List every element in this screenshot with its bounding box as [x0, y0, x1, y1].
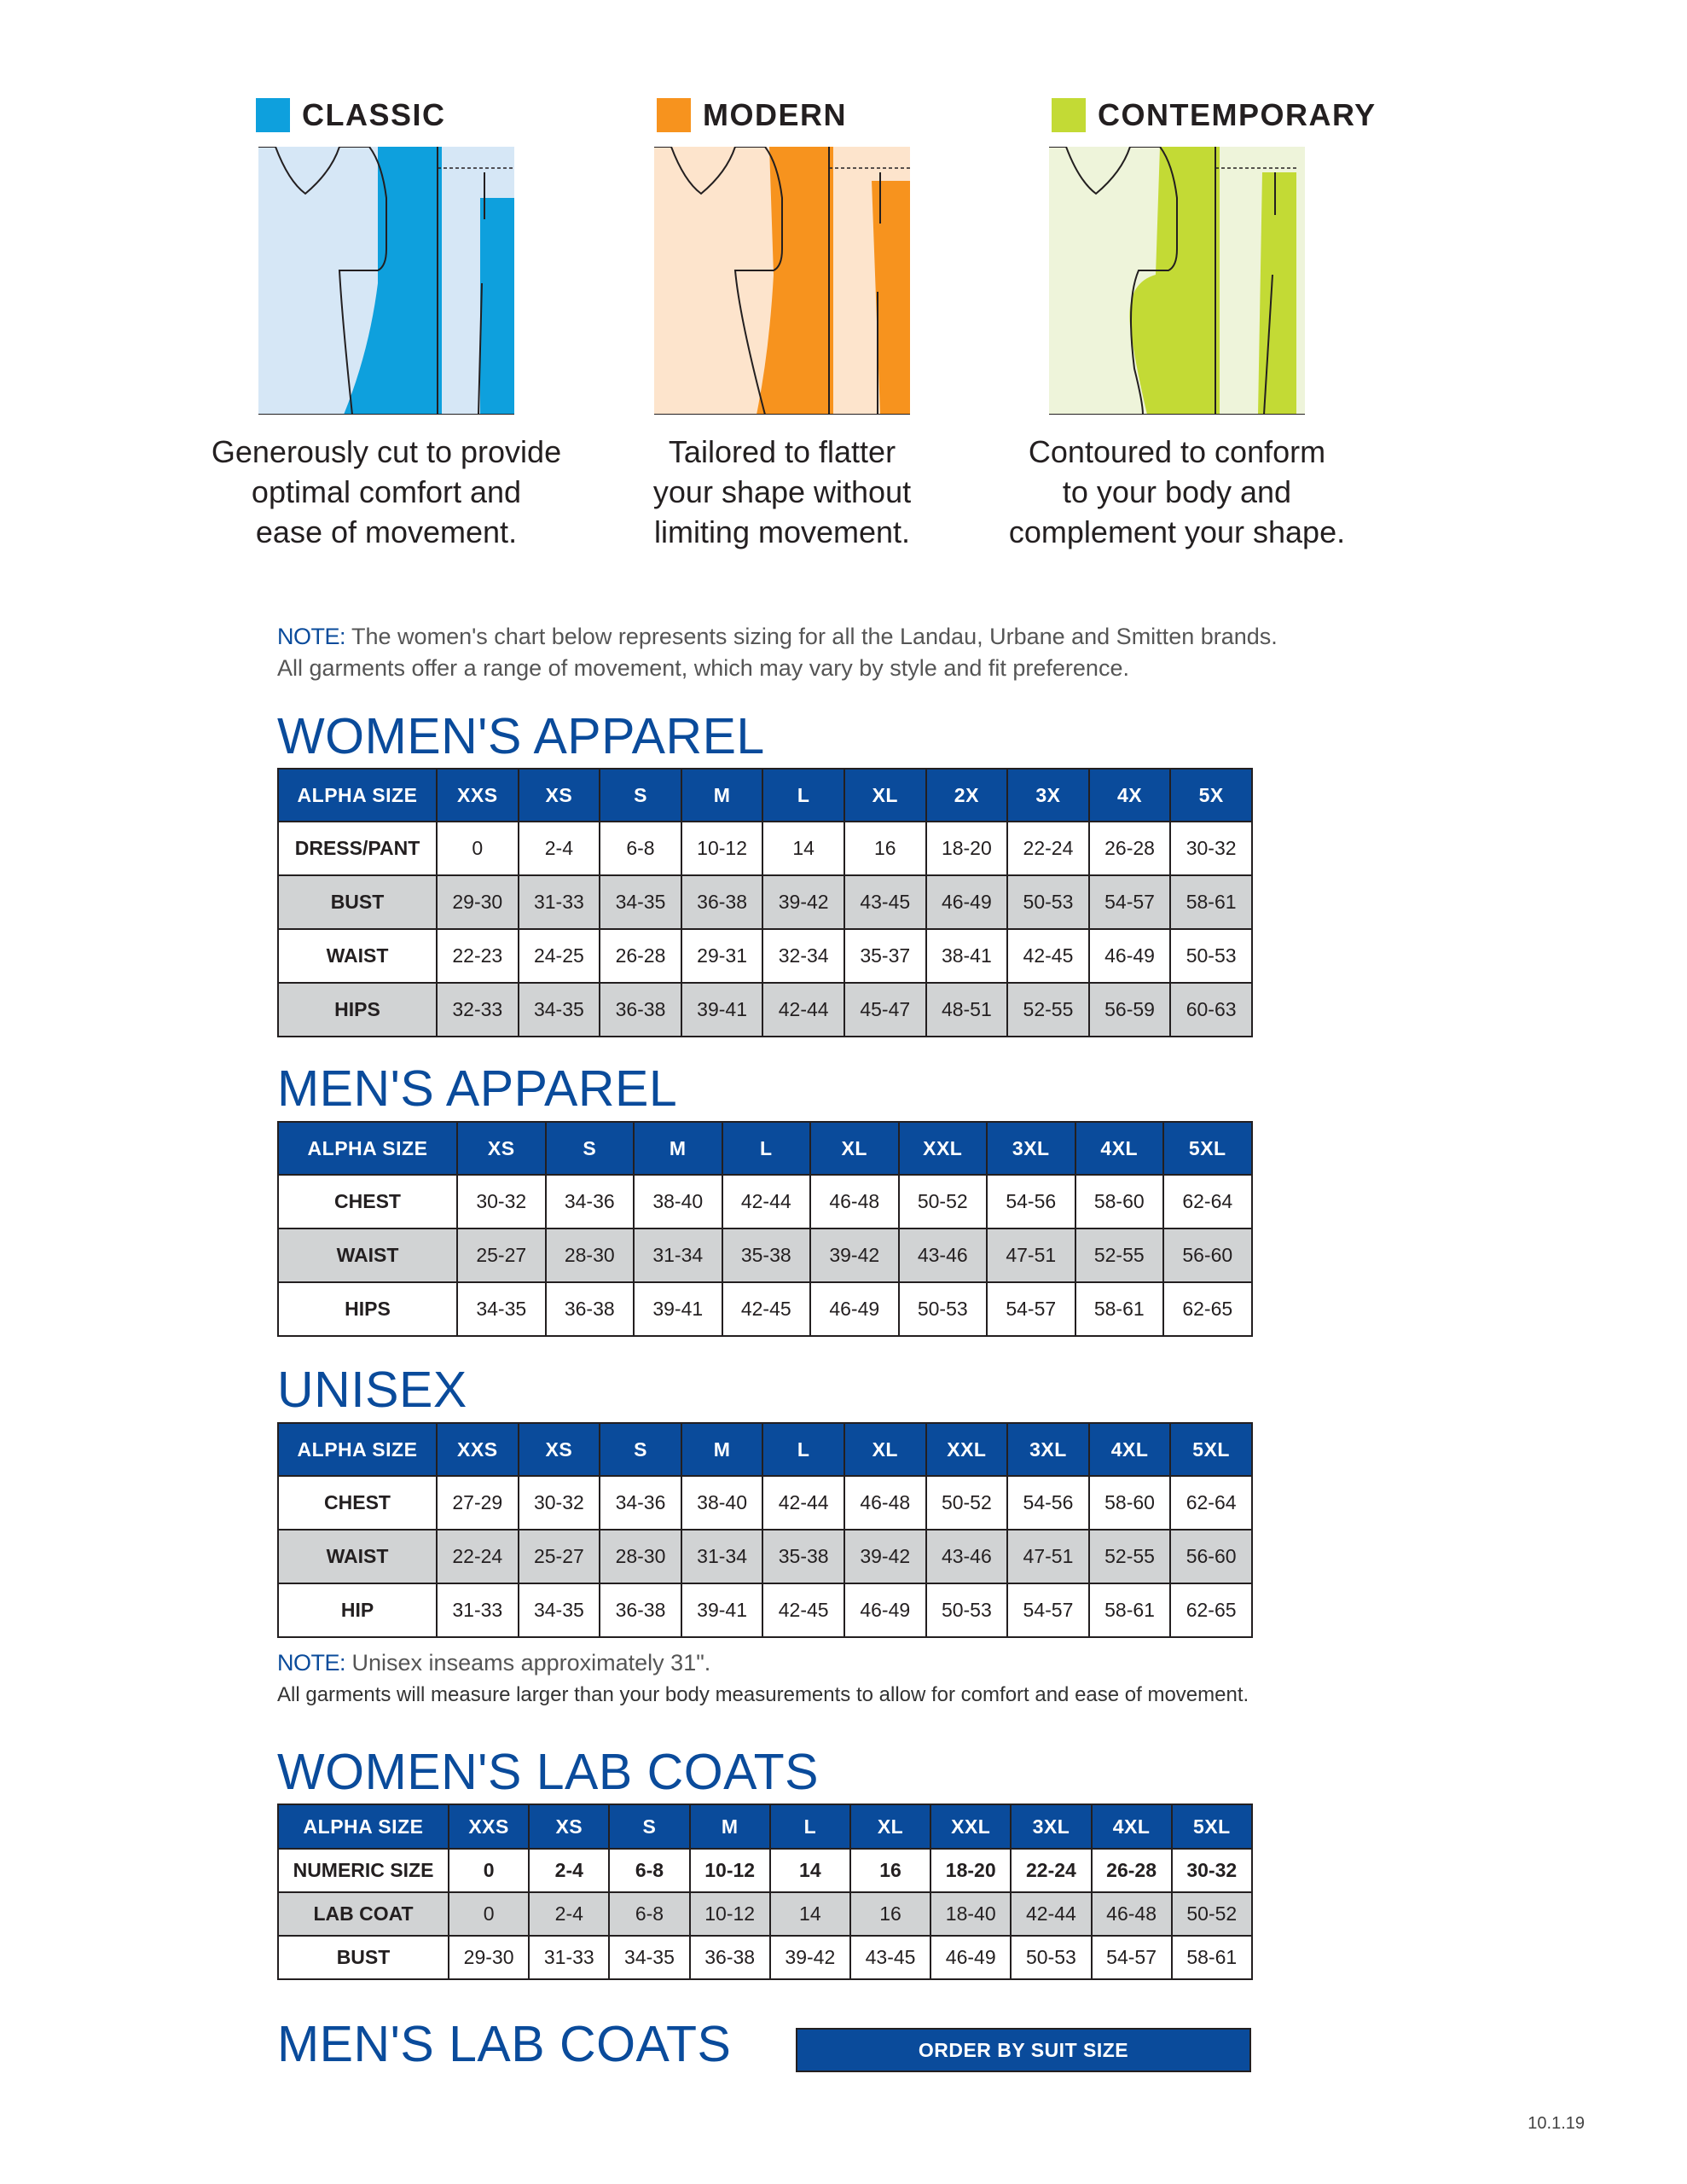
- table-row: [278, 1936, 1252, 1979]
- size-value-cell: 14: [770, 1849, 850, 1892]
- size-value-cell: 30-32: [1170, 822, 1252, 875]
- revision-date: 10.1.19: [1528, 2114, 1585, 2133]
- table-row: [278, 1583, 1252, 1637]
- mens-apparel-title: MEN'S APPAREL: [277, 1060, 678, 1117]
- unisex-title: UNISEX: [277, 1362, 467, 1418]
- row-label-cell: HIPS: [278, 983, 437, 1037]
- header-cell: L: [722, 1122, 811, 1175]
- order-by-suit-size-button[interactable]: ORDER BY SUIT SIZE: [796, 2028, 1251, 2072]
- row-label-cell: BUST: [278, 875, 437, 929]
- header-cell: XS: [529, 1804, 609, 1849]
- size-value-cell: 31-34: [634, 1228, 722, 1282]
- table-row: [278, 1228, 1252, 1282]
- fit-modern-header: [657, 96, 847, 135]
- size-value-cell: 2-4: [529, 1892, 609, 1936]
- size-value-cell: 52-55: [1075, 1228, 1164, 1282]
- size-value-cell: 43-45: [844, 875, 926, 929]
- fit-classic-description: [186, 432, 587, 552]
- table-row: [278, 1476, 1252, 1530]
- size-value-cell: 56-59: [1089, 983, 1171, 1037]
- size-value-cell: 58-61: [1075, 1282, 1164, 1336]
- size-value-cell: 50-53: [899, 1282, 988, 1336]
- modern-swatch: [657, 98, 691, 132]
- fit-modern-title: MODERN: [703, 97, 847, 132]
- row-label-cell: HIP: [278, 1583, 437, 1637]
- size-value-cell: 18-20: [930, 1849, 1011, 1892]
- womens-apparel-title: WOMEN'S APPAREL: [277, 708, 765, 764]
- header-cell: 5X: [1170, 769, 1252, 822]
- size-value-cell: 14: [762, 822, 844, 875]
- womens-lab-coats-title: WOMEN'S LAB COATS: [277, 1744, 819, 1800]
- size-value-cell: 56-60: [1163, 1228, 1252, 1282]
- size-value-cell: 52-55: [1007, 983, 1089, 1037]
- size-value-cell: 30-32: [1172, 1849, 1252, 1892]
- header-cell: 3XL: [1011, 1804, 1091, 1849]
- size-value-cell: 22-24: [437, 1530, 519, 1583]
- size-value-cell: 14: [770, 1892, 850, 1936]
- table-row: [278, 1282, 1252, 1336]
- header-cell: XL: [810, 1122, 899, 1175]
- header-cell: 4XL: [1075, 1122, 1164, 1175]
- size-value-cell: 31-34: [681, 1530, 763, 1583]
- table-row: [278, 1175, 1252, 1228]
- size-value-cell: 10-12: [690, 1849, 770, 1892]
- note-line: All garments will measure larger than your body measurements to allow for comfort and ease of movement.: [277, 1683, 1249, 1706]
- size-value-cell: 54-57: [987, 1282, 1075, 1336]
- row-label-cell: WAIST: [278, 929, 437, 983]
- womens-apparel-table: [277, 768, 1253, 1037]
- size-value-cell: 58-61: [1172, 1936, 1252, 1979]
- mens-lab-coats-title: MEN'S LAB COATS: [277, 2016, 732, 2072]
- size-value-cell: 58-61: [1170, 875, 1252, 929]
- header-cell: XL: [844, 769, 926, 822]
- size-value-cell: 48-51: [926, 983, 1008, 1037]
- header-cell: XS: [519, 769, 600, 822]
- classic-desc-line: ease of movement.: [255, 514, 518, 549]
- size-value-cell: 24-25: [519, 929, 600, 983]
- size-value-cell: 46-48: [810, 1175, 899, 1228]
- header-cell: 3XL: [1007, 1423, 1089, 1476]
- header-cell: L: [762, 1423, 844, 1476]
- size-value-cell: 29-30: [437, 875, 519, 929]
- size-value-cell: 30-32: [519, 1476, 600, 1530]
- header-cell: XXL: [899, 1122, 988, 1175]
- size-value-cell: 38-41: [926, 929, 1008, 983]
- size-value-cell: 58-60: [1075, 1175, 1164, 1228]
- size-value-cell: 50-53: [1170, 929, 1252, 983]
- unisex-table: [277, 1422, 1253, 1638]
- size-value-cell: 43-46: [899, 1228, 988, 1282]
- size-value-cell: 42-44: [762, 1476, 844, 1530]
- row-label-cell: BUST: [278, 1936, 449, 1979]
- contemporary-desc-line: Contoured to conform: [1028, 434, 1326, 469]
- classic-swatch: [256, 98, 290, 132]
- size-value-cell: 36-38: [690, 1936, 770, 1979]
- header-cell: XL: [850, 1804, 930, 1849]
- size-value-cell: 46-48: [844, 1476, 926, 1530]
- header-cell: S: [600, 1423, 681, 1476]
- size-value-cell: 28-30: [546, 1228, 635, 1282]
- size-value-cell: 42-45: [762, 1583, 844, 1637]
- row-label-cell: LAB COAT: [278, 1892, 449, 1936]
- size-value-cell: 22-23: [437, 929, 519, 983]
- size-value-cell: 50-53: [926, 1583, 1008, 1637]
- size-value-cell: 54-57: [1089, 875, 1171, 929]
- modern-garment-illustration: [654, 147, 910, 415]
- size-value-cell: 54-57: [1007, 1583, 1089, 1637]
- size-value-cell: 43-45: [850, 1936, 930, 1979]
- size-value-cell: 62-64: [1170, 1476, 1252, 1530]
- header-cell: XS: [457, 1122, 546, 1175]
- size-value-cell: 34-35: [600, 875, 681, 929]
- header-cell: ALPHA SIZE: [278, 1804, 449, 1849]
- size-value-cell: 47-51: [1007, 1530, 1089, 1583]
- size-value-cell: 54-56: [987, 1175, 1075, 1228]
- header-cell: XXL: [926, 1423, 1008, 1476]
- size-value-cell: 36-38: [681, 875, 763, 929]
- size-value-cell: 25-27: [457, 1228, 546, 1282]
- size-value-cell: 32-33: [437, 983, 519, 1037]
- size-value-cell: 29-30: [449, 1936, 529, 1979]
- size-value-cell: 52-55: [1089, 1530, 1171, 1583]
- size-value-cell: 0: [449, 1892, 529, 1936]
- size-value-cell: 16: [850, 1892, 930, 1936]
- size-value-cell: 36-38: [546, 1282, 635, 1336]
- table-row: [278, 1892, 1252, 1936]
- size-value-cell: 0: [437, 822, 519, 875]
- size-value-cell: 29-31: [681, 929, 763, 983]
- size-value-cell: 39-42: [810, 1228, 899, 1282]
- size-value-cell: 39-42: [844, 1530, 926, 1583]
- mens-apparel-table: [277, 1121, 1253, 1337]
- unisex-note: [277, 1647, 1249, 1711]
- table-row: [278, 822, 1252, 875]
- row-label-cell: WAIST: [278, 1530, 437, 1583]
- row-label-cell: CHEST: [278, 1476, 437, 1530]
- size-value-cell: 54-56: [1007, 1476, 1089, 1530]
- size-value-cell: 35-38: [762, 1530, 844, 1583]
- size-value-cell: 50-52: [1172, 1892, 1252, 1936]
- header-cell: 5XL: [1170, 1423, 1252, 1476]
- size-value-cell: 60-63: [1170, 983, 1252, 1037]
- size-value-cell: 42-44: [762, 983, 844, 1037]
- size-value-cell: 42-44: [1011, 1892, 1091, 1936]
- size-value-cell: 47-51: [987, 1228, 1075, 1282]
- size-value-cell: 22-24: [1007, 822, 1089, 875]
- row-label-cell: HIPS: [278, 1282, 457, 1336]
- note-line: The women's chart below represents sizing for all the Landau, Urbane and Smitten brands.: [351, 624, 1278, 649]
- size-value-cell: 54-57: [1092, 1936, 1172, 1979]
- size-value-cell: 34-35: [519, 1583, 600, 1637]
- header-cell: XL: [844, 1423, 926, 1476]
- size-value-cell: 28-30: [600, 1530, 681, 1583]
- size-value-cell: 31-33: [519, 875, 600, 929]
- header-cell: 2X: [926, 769, 1008, 822]
- size-value-cell: 2-4: [519, 822, 600, 875]
- size-value-cell: 26-28: [1089, 822, 1171, 875]
- size-value-cell: 38-40: [634, 1175, 722, 1228]
- size-value-cell: 2-4: [529, 1849, 609, 1892]
- header-cell: S: [609, 1804, 689, 1849]
- size-value-cell: 50-52: [899, 1175, 988, 1228]
- classic-desc-line: optimal comfort and: [251, 474, 522, 509]
- header-cell: ALPHA SIZE: [278, 1122, 457, 1175]
- header-cell: ALPHA SIZE: [278, 1423, 437, 1476]
- size-value-cell: 30-32: [457, 1175, 546, 1228]
- size-value-cell: 6-8: [609, 1849, 689, 1892]
- header-cell: L: [770, 1804, 850, 1849]
- size-value-cell: 45-47: [844, 983, 926, 1037]
- header-cell: 4XL: [1092, 1804, 1172, 1849]
- size-value-cell: 25-27: [519, 1530, 600, 1583]
- size-value-cell: 0: [449, 1849, 529, 1892]
- header-cell: 5XL: [1172, 1804, 1252, 1849]
- size-value-cell: 62-65: [1170, 1583, 1252, 1637]
- header-cell: XXL: [930, 1804, 1011, 1849]
- size-value-cell: 46-49: [926, 875, 1008, 929]
- size-value-cell: 50-53: [1011, 1936, 1091, 1979]
- womens-lab-coats-table: [277, 1804, 1253, 1980]
- size-value-cell: 31-33: [437, 1583, 519, 1637]
- modern-desc-line: your shape without: [652, 474, 912, 509]
- size-value-cell: 6-8: [600, 822, 681, 875]
- size-value-cell: 56-60: [1170, 1530, 1252, 1583]
- classic-desc-line: Generously cut to provide: [211, 434, 562, 469]
- size-value-cell: 46-49: [930, 1936, 1011, 1979]
- row-label-cell: DRESS/PANT: [278, 822, 437, 875]
- header-cell: 4X: [1089, 769, 1171, 822]
- size-value-cell: 34-35: [519, 983, 600, 1037]
- size-value-cell: 46-48: [1092, 1892, 1172, 1936]
- size-value-cell: 34-35: [609, 1936, 689, 1979]
- size-value-cell: 42-44: [722, 1175, 811, 1228]
- contemporary-desc-line: to your body and: [1062, 474, 1292, 509]
- modern-desc-line: Tailored to flatter: [668, 434, 896, 469]
- header-cell: 3XL: [987, 1122, 1075, 1175]
- size-value-cell: 43-46: [926, 1530, 1008, 1583]
- size-value-cell: 62-65: [1163, 1282, 1252, 1336]
- size-value-cell: 6-8: [609, 1892, 689, 1936]
- size-value-cell: 34-35: [457, 1282, 546, 1336]
- size-value-cell: 35-38: [722, 1228, 811, 1282]
- size-value-cell: 18-40: [930, 1892, 1011, 1936]
- table-row: [278, 983, 1252, 1037]
- fit-classic-header: [256, 96, 446, 135]
- table-row: [278, 1530, 1252, 1583]
- header-cell: 5XL: [1163, 1122, 1252, 1175]
- fit-contemporary-description: [977, 432, 1377, 552]
- header-cell: 3X: [1007, 769, 1089, 822]
- brands-note: [277, 621, 1278, 684]
- size-value-cell: 10-12: [690, 1892, 770, 1936]
- size-value-cell: 46-49: [810, 1282, 899, 1336]
- header-cell: M: [681, 769, 763, 822]
- header-cell: XXS: [449, 1804, 529, 1849]
- size-value-cell: 31-33: [529, 1936, 609, 1979]
- note-line: All garments offer a range of movement, which may vary by style and fit preference.: [277, 655, 1129, 681]
- size-value-cell: 26-28: [600, 929, 681, 983]
- size-value-cell: 39-41: [681, 983, 763, 1037]
- size-value-cell: 46-49: [1089, 929, 1171, 983]
- fit-classic-title: CLASSIC: [302, 97, 446, 132]
- table-row: [278, 929, 1252, 983]
- fit-contemporary-title: CONTEMPORARY: [1098, 97, 1377, 132]
- header-cell: 4XL: [1089, 1423, 1171, 1476]
- size-value-cell: 32-34: [762, 929, 844, 983]
- size-value-cell: 26-28: [1092, 1849, 1172, 1892]
- size-value-cell: 34-36: [546, 1175, 635, 1228]
- header-cell: ALPHA SIZE: [278, 769, 437, 822]
- size-value-cell: 42-45: [722, 1282, 811, 1336]
- table-row: [278, 875, 1252, 929]
- note-label: NOTE:: [277, 1650, 346, 1676]
- header-cell: L: [762, 769, 844, 822]
- size-value-cell: 39-41: [634, 1282, 722, 1336]
- header-cell: M: [681, 1423, 763, 1476]
- header-cell: XXS: [437, 1423, 519, 1476]
- size-value-cell: 35-37: [844, 929, 926, 983]
- contemporary-swatch: [1052, 98, 1086, 132]
- note-text: Unisex inseams approximately 31".: [351, 1650, 711, 1676]
- header-cell: M: [690, 1804, 770, 1849]
- size-value-cell: 58-61: [1089, 1583, 1171, 1637]
- header-cell: S: [600, 769, 681, 822]
- contemporary-desc-line: complement your shape.: [1008, 514, 1346, 549]
- table-row: [278, 1849, 1252, 1892]
- size-value-cell: 39-42: [770, 1936, 850, 1979]
- size-value-cell: 38-40: [681, 1476, 763, 1530]
- fit-contemporary-header: [1052, 96, 1377, 135]
- note-label: NOTE:: [277, 624, 346, 649]
- size-value-cell: 22-24: [1011, 1849, 1091, 1892]
- contemporary-garment-illustration: [1049, 147, 1305, 415]
- header-cell: M: [634, 1122, 722, 1175]
- size-value-cell: 58-60: [1089, 1476, 1171, 1530]
- size-value-cell: 36-38: [600, 983, 681, 1037]
- header-cell: XS: [519, 1423, 600, 1476]
- size-value-cell: 50-53: [1007, 875, 1089, 929]
- size-value-cell: 50-52: [926, 1476, 1008, 1530]
- row-label-cell: NUMERIC SIZE: [278, 1849, 449, 1892]
- size-value-cell: 62-64: [1163, 1175, 1252, 1228]
- classic-garment-illustration: [258, 147, 514, 415]
- modern-desc-line: limiting movement.: [653, 514, 911, 549]
- row-label-cell: CHEST: [278, 1175, 457, 1228]
- fit-modern-description: [582, 432, 983, 552]
- size-value-cell: 18-20: [926, 822, 1008, 875]
- row-label-cell: WAIST: [278, 1228, 457, 1282]
- size-value-cell: 42-45: [1007, 929, 1089, 983]
- size-value-cell: 27-29: [437, 1476, 519, 1530]
- header-cell: XXS: [437, 769, 519, 822]
- size-value-cell: 16: [844, 822, 926, 875]
- size-value-cell: 46-49: [844, 1583, 926, 1637]
- size-value-cell: 39-41: [681, 1583, 763, 1637]
- header-cell: S: [546, 1122, 635, 1175]
- size-value-cell: 39-42: [762, 875, 844, 929]
- size-value-cell: 16: [850, 1849, 930, 1892]
- size-value-cell: 34-36: [600, 1476, 681, 1530]
- size-value-cell: 36-38: [600, 1583, 681, 1637]
- size-value-cell: 10-12: [681, 822, 763, 875]
